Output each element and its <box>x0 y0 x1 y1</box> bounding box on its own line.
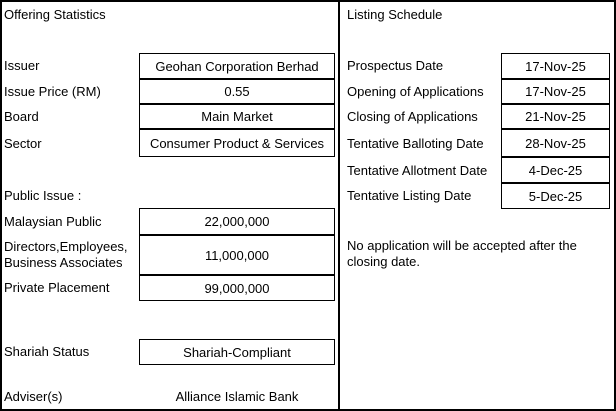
issue-price-value: 0.55 <box>139 79 335 104</box>
schedule-row-label: Tentative Balloting Date <box>347 136 484 151</box>
malaysian-public-label: Malaysian Public <box>4 214 102 229</box>
schedule-row-value: 4-Dec-25 <box>501 157 610 183</box>
schedule-row-value: 5-Dec-25 <box>501 183 610 209</box>
issuer-label: Issuer <box>4 58 40 73</box>
schedule-row-value: 17-Nov-25 <box>501 79 610 104</box>
private-placement-label: Private Placement <box>4 280 110 295</box>
schedule-row-label: Closing of Applications <box>347 109 478 124</box>
schedule-row-value: 28-Nov-25 <box>501 129 610 157</box>
schedule-row-label: Tentative Allotment Date <box>347 163 488 178</box>
issuer-value: Geohan Corporation Berhad <box>139 53 335 79</box>
issue-price-label: Issue Price (RM) <box>4 84 101 99</box>
closing-date-note: No application will be accepted after the closing date. <box>347 238 577 269</box>
schedule-row-value: 17-Nov-25 <box>501 53 610 79</box>
shariah-status-value: Shariah-Compliant <box>139 339 335 365</box>
public-issue-heading: Public Issue : <box>4 188 82 203</box>
directors-label-line2: Business Associates <box>4 255 123 270</box>
column-divider <box>338 0 340 411</box>
sector-value: Consumer Product & Services <box>139 129 335 157</box>
offering-statistics-heading: Offering Statistics <box>4 7 106 22</box>
malaysian-public-value: 22,000,000 <box>139 208 335 235</box>
schedule-row-value: 21-Nov-25 <box>501 104 610 129</box>
board-value: Main Market <box>139 104 335 129</box>
adviser-label: Adviser(s) <box>4 389 63 404</box>
board-label: Board <box>4 109 39 124</box>
schedule-row-label: Prospectus Date <box>347 58 444 73</box>
sector-label: Sector <box>4 136 42 151</box>
schedule-row-label: Tentative Listing Date <box>347 188 472 203</box>
directors-label-line1: Directors,Employees, <box>4 239 128 254</box>
shariah-status-label: Shariah Status <box>4 344 90 359</box>
private-placement-value: 99,000,000 <box>139 275 335 301</box>
adviser-value: Alliance Islamic Bank <box>175 389 299 404</box>
listing-schedule-heading: Listing Schedule <box>347 7 443 22</box>
directors-value: 11,000,000 <box>139 235 335 275</box>
schedule-row-label: Opening of Applications <box>347 84 484 99</box>
